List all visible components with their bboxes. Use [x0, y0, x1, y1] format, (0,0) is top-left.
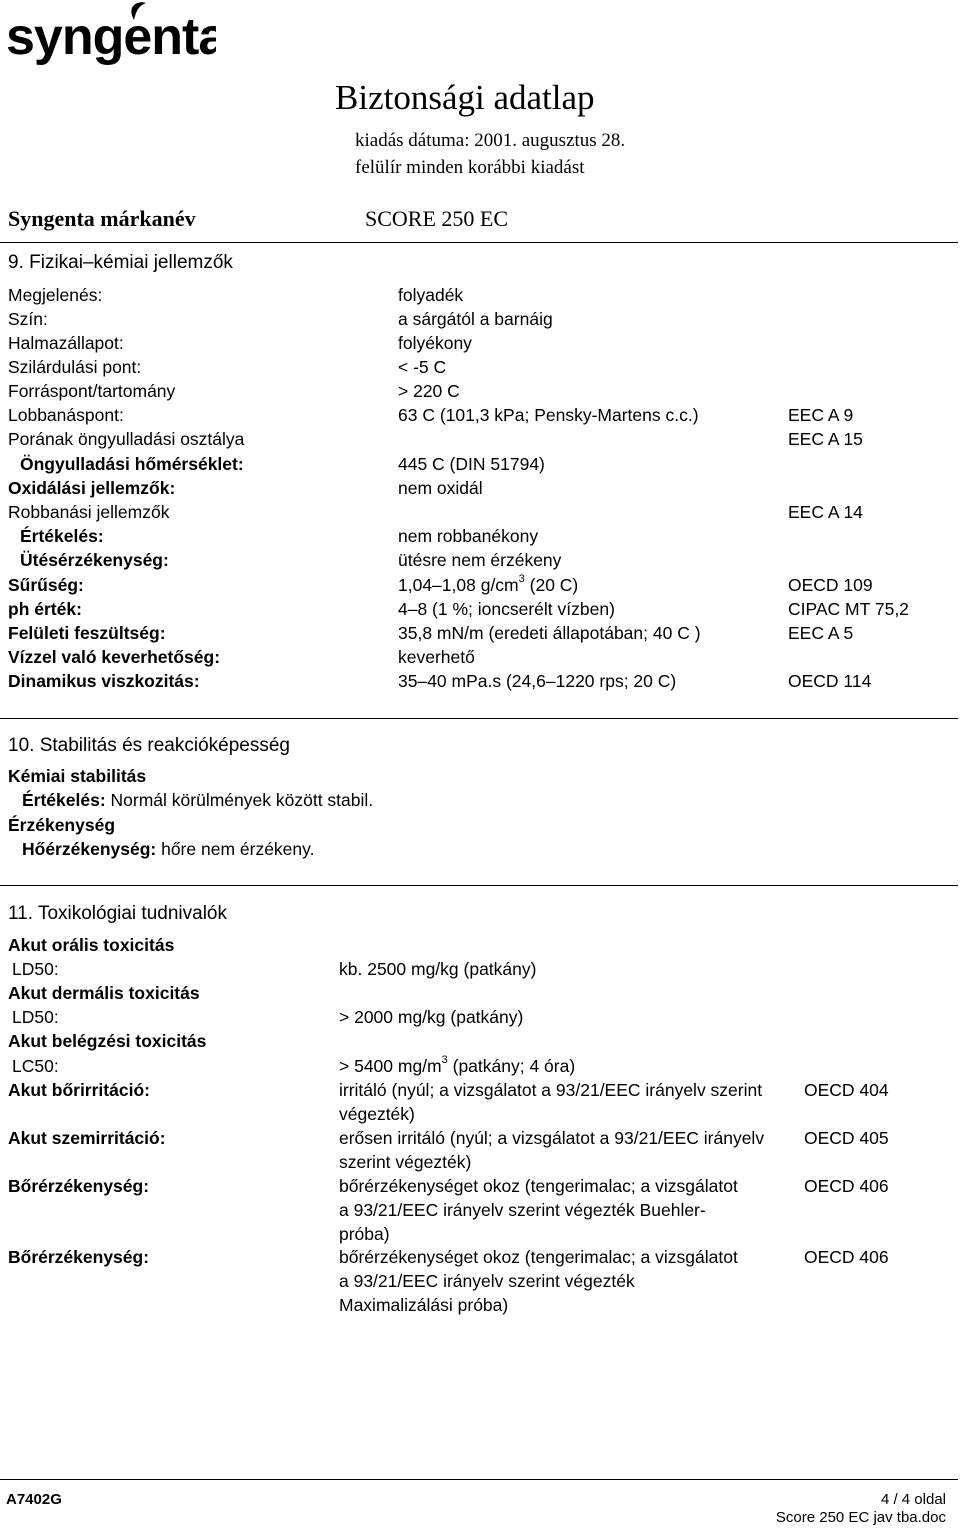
prop-value: > 220 C [398, 381, 460, 401]
skin-sensitization-value-2: bőrérzékenységet okoz (tengerimalac; a vizsgálatot a 93/21/EEC irányelv szerint végezték Maximalizálási próba) [339, 1247, 738, 1315]
prop-row [8, 403, 952, 427]
eye-irritation-label: Akut szemirritáció: [8, 1128, 166, 1148]
prop-value: folyékony [398, 333, 472, 353]
heat-sensitivity-value: hőre nem érzékeny. [156, 839, 315, 859]
evaluation-label: Értékelés: [22, 790, 106, 810]
lc50-condition: (patkány; 4 óra) [447, 1056, 576, 1076]
prop-value: < -5 C [398, 357, 447, 377]
prop-label: Oxidálási jellemzők: [8, 478, 176, 498]
inhalation-lc50-value [339, 1054, 784, 1078]
prop-label: Ütésérzékenység: [20, 550, 169, 570]
supersedes-note: felülír minden korábbi kiadást [355, 157, 585, 178]
brand-label: Syngenta márkanév [8, 206, 196, 231]
prop-row [8, 548, 952, 572]
header-divider [0, 242, 958, 243]
oral-ld50-value: kb. 2500 mg/kg (patkány) [339, 959, 537, 979]
prop-value: nem robbanékony [398, 526, 539, 546]
prop-row [8, 669, 952, 693]
skin-irritation-value: irritáló (nyúl; a vizsgálatot a 93/21/EEC irányelv szerint végezték) [339, 1080, 763, 1124]
prop-row [8, 283, 952, 307]
prop-ref: OECD 114 [788, 671, 872, 691]
density-condition: (20 C) [524, 575, 579, 595]
prop-label: Vízzel való keverhetőség: [8, 647, 221, 667]
product-name: SCORE 250 EC [365, 206, 509, 231]
skin-irritation-label: Akut bőrirritáció: [8, 1080, 150, 1100]
issue-date: kiadás dátuma: 2001. augusztus 28. [355, 130, 626, 151]
oral-toxicity-label: Akut orális toxicitás [8, 935, 175, 955]
section-11-title: 11. Toxikológiai tudnivalók [8, 903, 227, 924]
prop-label: ph érték: [8, 599, 82, 619]
prop-label: Porának öngyulladási osztálya [8, 429, 245, 449]
prop-row [8, 621, 952, 645]
prop-label: Lobbanáspont: [8, 405, 124, 425]
chemical-stability-heading: Kémiai stabilitás [8, 766, 147, 786]
footer-divider [0, 1479, 958, 1480]
inhalation-lc50-label: LC50: [12, 1056, 59, 1076]
prop-row [8, 355, 952, 379]
sensitivity-heading: Érzékenység [8, 815, 116, 835]
prop-label: Megjelenés: [8, 285, 103, 305]
prop-value: 35,8 mN/m (eredeti állapotában; 40 C ) [398, 623, 701, 643]
prop-row [8, 573, 952, 597]
prop-row [8, 427, 952, 451]
prop-row [8, 379, 952, 403]
file-name: Score 250 EC jav tba.doc [775, 1509, 946, 1526]
eye-irritation-ref: OECD 405 [804, 1128, 889, 1148]
section-10-title: 10. Stabilitás és reakcióképesség [8, 735, 290, 756]
lc50-amount: > 5400 mg/m [339, 1056, 442, 1076]
svg-text:syngenta: syngenta [6, 8, 216, 66]
section-9-title: 9. Fizikai–kémiai jellemzők [8, 252, 233, 273]
document-code: A7402G [6, 1491, 62, 1508]
page-number: 4 / 4 oldal [880, 1491, 946, 1508]
prop-value: a sárgától a barnáig [398, 309, 553, 329]
skin-sensitization-ref: OECD 406 [804, 1176, 889, 1196]
prop-value: nem oxidál [398, 478, 483, 498]
prop-row [8, 524, 952, 548]
skin-sensitization-value: bőrérzékenységet okoz (tengerimalac; a vizsgálatot a 93/21/EEC irányelv szerint végezték Buehler-próba) [339, 1176, 738, 1244]
density-exponent: 3 [518, 573, 525, 586]
syngenta-logo [6, 0, 216, 71]
prop-ref: EEC A 9 [788, 405, 854, 425]
prop-label: Halmazállapot: [8, 333, 124, 353]
density-value: 1,04–1,08 g/cm [398, 575, 519, 595]
inhalation-toxicity-label: Akut belégzési toxicitás [8, 1031, 207, 1051]
prop-ref: OECD 109 [788, 575, 873, 595]
prop-label: Szín: [8, 309, 48, 329]
prop-ref: EEC A 14 [788, 502, 863, 522]
prop-value: 445 C (DIN 51794) [398, 454, 545, 474]
prop-value: ütésre nem érzékeny [398, 550, 562, 570]
prop-label: Öngyulladási hőmérséklet: [20, 454, 244, 474]
prop-row [8, 307, 952, 331]
heat-sensitivity-line [22, 837, 314, 861]
heat-sensitivity-label: Hőérzékenység: [22, 839, 157, 859]
prop-row [8, 452, 952, 476]
prop-row [8, 476, 952, 500]
skin-sensitization-label-2: Bőrérzékenység: [8, 1247, 150, 1267]
section-10-divider [0, 885, 958, 886]
dermal-toxicity-label: Akut dermális toxicitás [8, 983, 200, 1003]
dermal-ld50-label: LD50: [12, 1007, 59, 1027]
eye-irritation-value: erősen irritáló (nyúl; a vizsgálatot a 93/21/EEC irányelv szerint végezték) [339, 1128, 765, 1172]
prop-label: Felületi feszültség: [8, 623, 166, 643]
prop-value: keverhető [398, 647, 475, 667]
prop-value: 35–40 mPa.s (24,6–1220 rps; 20 C) [398, 671, 677, 691]
prop-label: Dinamikus viszkozitás: [8, 671, 200, 691]
prop-row [8, 500, 952, 524]
document-title: Biztonsági adatlap [335, 78, 595, 117]
prop-value [398, 573, 578, 597]
prop-label: Szilárdulási pont: [8, 357, 142, 377]
prop-label: Robbanási jellemzők [8, 502, 170, 522]
skin-irritation-ref: OECD 404 [804, 1080, 889, 1100]
prop-row [8, 645, 952, 669]
evaluation-line [22, 788, 373, 812]
prop-ref: EEC A 5 [788, 623, 854, 643]
prop-value: 63 C (101,3 kPa; Pensky-Martens c.c.) [398, 405, 699, 425]
prop-row [8, 331, 952, 355]
skin-sensitization-label: Bőrérzékenység: [8, 1176, 150, 1196]
prop-label: Forráspont/tartomány [8, 381, 176, 401]
prop-label: Sűrűség: [8, 575, 84, 595]
prop-ref: CIPAC MT 75,2 [788, 599, 909, 619]
oral-ld50-label: LD50: [12, 959, 59, 979]
prop-label: Értékelés: [20, 526, 104, 546]
section-9-divider [0, 718, 958, 719]
prop-value: 4–8 (1 %; ioncserélt vízben) [398, 599, 615, 619]
lc50-exponent: 3 [441, 1054, 448, 1067]
syngenta-logo-graphic [6, 0, 216, 66]
prop-row [8, 597, 952, 621]
dermal-ld50-value: > 2000 mg/kg (patkány) [339, 1007, 524, 1027]
prop-value: folyadék [398, 285, 464, 305]
skin-sensitization-ref-2: OECD 406 [804, 1247, 889, 1267]
prop-ref: EEC A 15 [788, 429, 863, 449]
evaluation-value: Normál körülmények között stabil. [105, 790, 374, 810]
